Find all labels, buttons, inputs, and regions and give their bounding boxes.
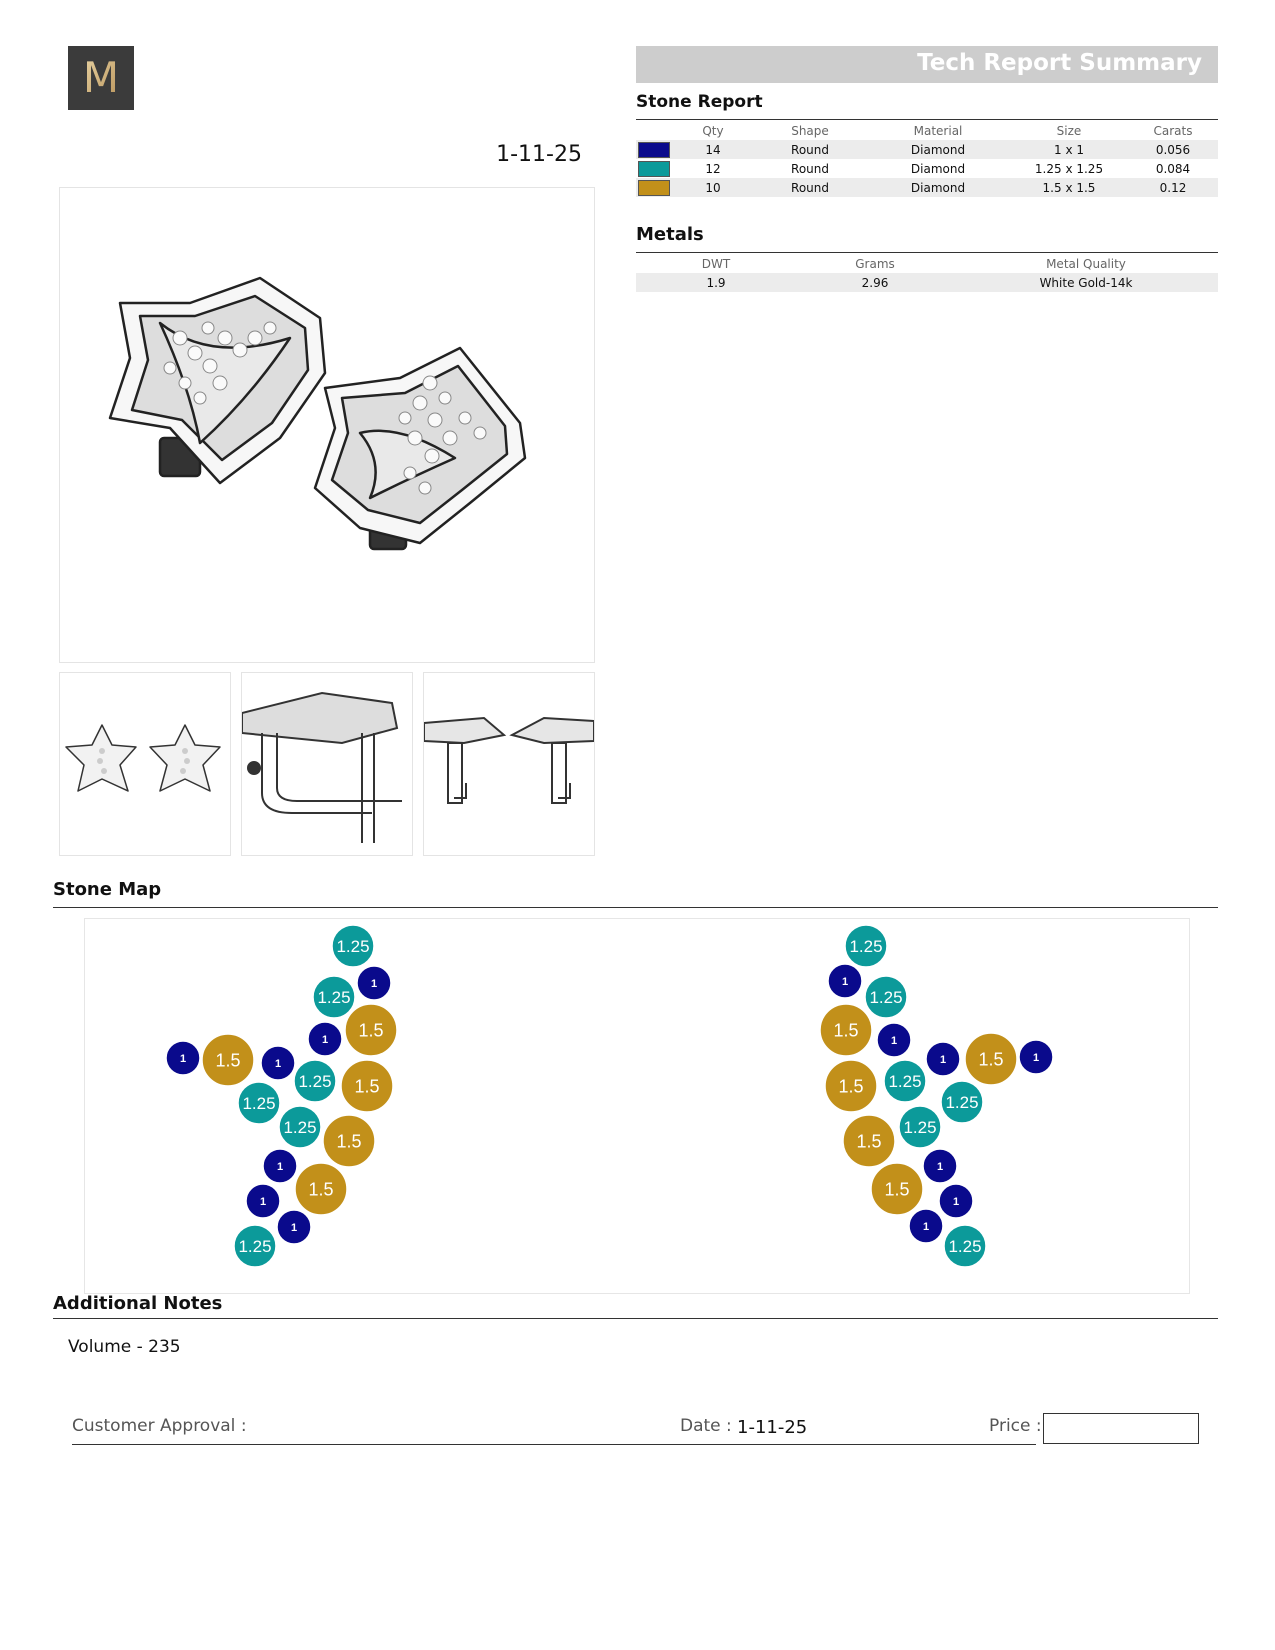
stone-1-25 [313,976,355,1018]
stone-1-25 [294,1060,336,1102]
svg-text:1.5: 1.5 [354,1076,380,1097]
grams-cell: 2.96 [796,273,954,292]
stone-1-25 [944,1225,986,1267]
stone-map [84,918,1190,1294]
svg-text:1.5: 1.5 [856,1131,882,1152]
table-row [636,178,1218,197]
stone-1-5 [965,1033,1017,1085]
earring-render-icon [60,188,594,662]
shape-cell: Round [754,140,866,159]
report-title-bar [636,46,1218,83]
qty-cell: 12 [705,161,721,176]
size-cell: 1.25 x 1.25 [1034,161,1104,176]
stone-1 [923,1149,957,1183]
svg-text:1: 1 [1032,1051,1040,1064]
svg-text:1.25: 1.25 [903,1118,937,1138]
report-date: 1-11-25 [496,142,582,167]
dwt-cell: 1.9 [636,273,796,292]
table-row [636,140,1218,159]
size-cell: 1 x 1 [1010,140,1128,159]
approval-date-value: 1-11-25 [737,1417,808,1438]
svg-text:1.5: 1.5 [358,1020,384,1041]
svg-text:M: M [82,53,120,102]
report-title: Tech Report Summary [917,50,1202,76]
svg-text:1.5: 1.5 [308,1179,334,1200]
svg-text:1.25: 1.25 [945,1093,979,1113]
company-logo [68,46,134,110]
color-swatch [638,180,670,196]
quality-cell: White Gold-14k [954,273,1218,292]
svg-text:1.5: 1.5 [215,1050,241,1071]
column-header: Size [1056,124,1082,138]
stone-1-25 [865,976,907,1018]
date-label: Date : [680,1416,732,1436]
thumbnail-front-view[interactable] [59,672,231,856]
svg-text:1.5: 1.5 [884,1179,910,1200]
column-header: Grams [855,257,895,271]
svg-text:1.5: 1.5 [833,1020,859,1041]
svg-text:1.25: 1.25 [283,1118,317,1138]
earring-side-profile-icon [242,673,412,855]
stone-1-25 [899,1106,941,1148]
column-header: Material [913,124,963,138]
material-cell: Diamond [866,140,1010,159]
svg-text:1: 1 [939,1053,947,1066]
stone-1 [277,1210,311,1244]
column-header: DWT [701,257,731,271]
svg-text:1.25: 1.25 [869,988,903,1008]
svg-text:1: 1 [370,977,378,990]
metals-header-row [636,255,1218,273]
earring-back-clasp-icon [424,673,594,855]
stone-1 [166,1041,200,1075]
svg-text:1.5: 1.5 [336,1131,362,1152]
metals-title: Metals [636,224,704,245]
size-cell: 1.5 x 1.5 [1010,178,1128,197]
customer-approval-label: Customer Approval : [72,1416,247,1436]
carats-cell: 0.084 [1155,161,1191,176]
shape-cell: Round [754,178,866,197]
table-row [636,273,1218,292]
carats-cell: 0.12 [1128,178,1218,197]
svg-text:1: 1 [952,1195,960,1208]
column-header: Metal Quality [1046,257,1126,271]
stone-map-rule [53,907,1218,908]
stone-map-diagram [85,919,1189,1293]
notes-rule [53,1318,1218,1319]
stone-1 [828,964,862,998]
stone-1-25 [332,925,374,967]
stone-report-table [636,122,1218,197]
svg-text:1.25: 1.25 [948,1237,982,1257]
stone-1 [308,1022,342,1056]
svg-text:1.25: 1.25 [242,1094,276,1114]
table-row [636,159,1218,178]
stone-1-25 [845,925,887,967]
price-input-box[interactable] [1043,1413,1199,1444]
svg-text:1.25: 1.25 [317,988,351,1008]
stone-1-5 [843,1115,895,1167]
stone-report-title: Stone Report [636,92,763,112]
svg-text:1.5: 1.5 [838,1076,864,1097]
stone-1-25 [238,1082,280,1124]
stone-1-5 [295,1163,347,1215]
stone-1 [357,966,391,1000]
stone-1 [246,1184,280,1218]
stone-1-25 [884,1060,926,1102]
stone-1 [877,1023,911,1057]
logo-m-icon [68,46,134,110]
svg-text:1.25: 1.25 [849,937,883,957]
material-cell: Diamond [910,161,966,176]
earring-pair-front-icon [60,673,230,855]
color-swatch [638,161,670,177]
svg-text:1: 1 [936,1160,944,1173]
metals-rule [636,252,1218,253]
stone-1 [261,1046,295,1080]
svg-text:1.5: 1.5 [978,1049,1004,1070]
svg-text:1: 1 [276,1160,284,1173]
stone-1-25 [234,1225,276,1267]
shape-cell: Round [791,161,829,176]
svg-text:1.25: 1.25 [238,1237,272,1257]
stone-1-5 [323,1115,375,1167]
notes-text: Volume - 235 [68,1337,181,1357]
approval-signature-line[interactable] [72,1444,1036,1445]
svg-text:1.25: 1.25 [298,1072,332,1092]
stone-1 [1019,1040,1053,1074]
thumbnail-back-view[interactable] [423,672,595,856]
stone-1-5 [341,1060,393,1112]
qty-cell: 10 [672,178,754,197]
svg-text:1.25: 1.25 [336,937,370,957]
notes-title: Additional Notes [53,1293,223,1314]
stone-1 [939,1184,973,1218]
svg-text:1: 1 [321,1033,329,1046]
carats-cell: 0.056 [1128,140,1218,159]
svg-text:1: 1 [290,1221,298,1234]
stone-1-5 [345,1004,397,1056]
svg-text:1: 1 [259,1195,267,1208]
color-swatch [638,142,670,158]
svg-text:1: 1 [922,1220,930,1233]
stone-1-5 [820,1004,872,1056]
stone-1-5 [202,1034,254,1086]
column-header: Qty [702,124,724,138]
stone-1-25 [941,1081,983,1123]
svg-text:1: 1 [890,1034,898,1047]
stone-1-5 [825,1060,877,1112]
stone-map-title: Stone Map [53,879,162,900]
qty-cell: 14 [672,140,754,159]
main-product-image [59,187,595,663]
material-cell: Diamond [866,178,1010,197]
column-header: Carats [1153,124,1193,138]
stone-1 [263,1149,297,1183]
svg-text:1.25: 1.25 [888,1072,922,1092]
thumbnail-side-view[interactable] [241,672,413,856]
stone-1-5 [871,1163,923,1215]
stone-report-rule [636,119,1218,120]
svg-text:1: 1 [841,975,849,988]
stone-1 [909,1209,943,1243]
column-header: Shape [791,124,829,138]
stone-1-25 [279,1106,321,1148]
stone-report-header-row [636,122,1218,140]
price-label: Price : [989,1416,1042,1436]
svg-text:1: 1 [179,1052,187,1065]
metals-table [636,255,1218,292]
svg-text:1: 1 [274,1057,282,1070]
stone-1 [926,1042,960,1076]
color-column-header [636,122,672,140]
